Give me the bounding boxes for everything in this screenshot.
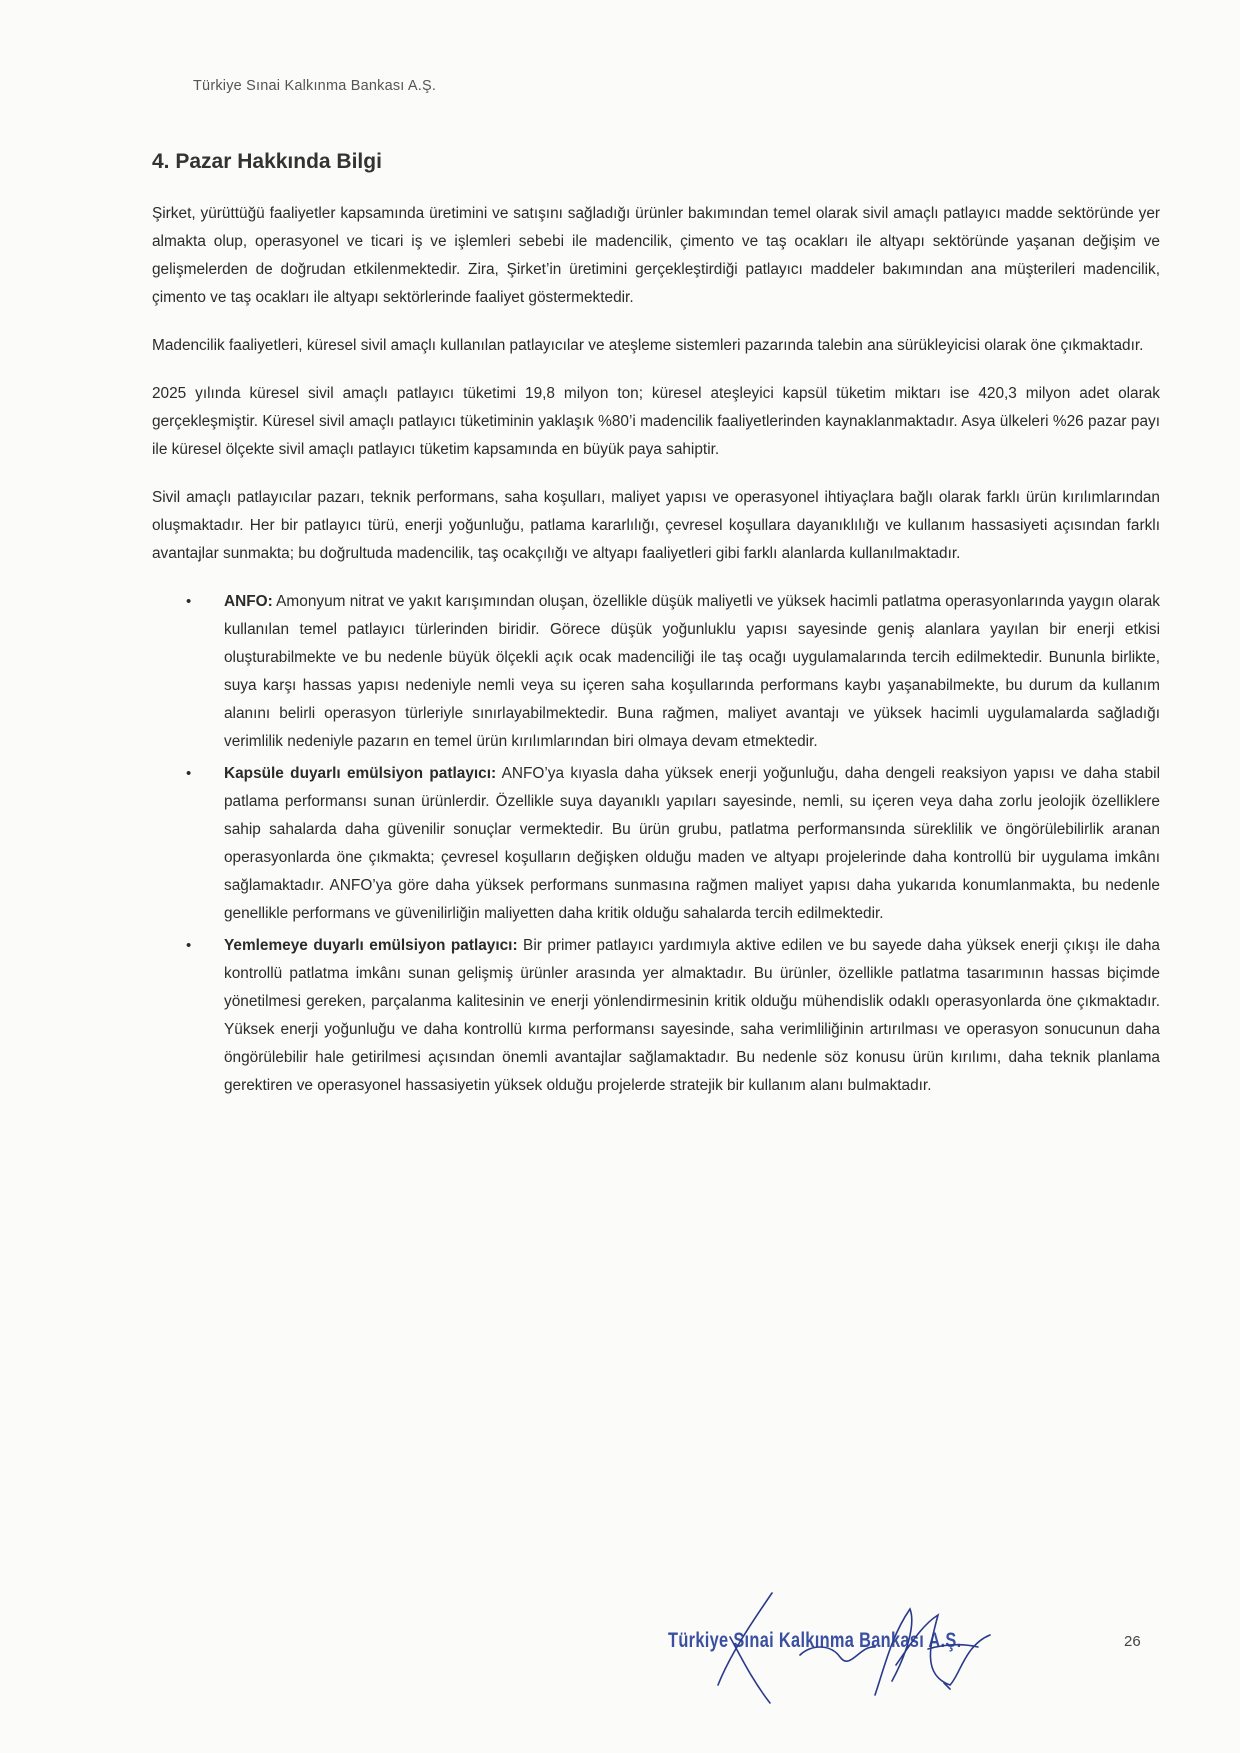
paragraph: 2025 yılında küresel sivil amaçlı patlayıcı tüketimi 19,8 milyon ton; küresel ateşleyici kapsül tüketim miktarı ise 420,3 milyon adet olarak gerçekleşmiştir. Küresel sivil amaçlı patlayıcı tüketiminin yaklaşık %80’i madencilik faaliyetlerinden kaynaklanmaktadır. Asya ülkeleri %26 pazar payı ile küresel ölçekte sivil amaçlı patlayıcı tüketim kapsamında en büyük paya sahiptir. [152,385,1160,458]
product-list [152,588,1160,1100]
list-item [152,932,1160,1100]
paragraph: Şirket, yürüttüğü faaliyetler kapsamında üretimini ve satışını sağladığı ürünler bakımından temel olarak sivil amaçlı patlayıcı madde sektöründe yer almakta olup, operasyonel ve ticari iş ve işlemleri sebebi ile madencilik, çimento ve taş ocakları ile altyapı sektöründe yaşanan değişim ve gelişmelerden de doğrudan etkilenmektedir. Zira, Şirket’in üretimini gerçekleştirdiği patlayıcı maddeler bakımından ana müşterileri madencilik, çimento ve taş ocakları ile altyapı sektörlerinde faaliyet göstermektedir. [152,205,1160,306]
bullet-icon: • [186,937,192,954]
bullet-icon: • [186,593,192,610]
page-number: 26 [1124,1633,1141,1650]
list-item [152,760,1160,928]
company-stamp-with-signature [660,1585,1020,1705]
list-item [152,588,1160,756]
list-item-term: Yemlemeye duyarlı emülsiyon patlayıcı: [224,937,518,954]
list-item-text: Bir primer patlayıcı yardımıyla aktive edilen ve bu sayede daha yüksek enerji çıkışı ile daha kontrollü patlatma imkânı sunan gelişmiş ürünler arasında yer almaktadır. Bu ürünler, özellikle patlatma tasarımının hassas biçimde yönetilmesi gereken, parçalanma kalitesinin ve enerji yönlendirmesinin kritik olduğu mühendislik odaklı operasyonlarda öne çıkmaktadır. Yüksek enerji yoğunluğu ve daha kontrollü kırma performansı sayesinde, saha verimliliğinin artırılması ve operasyon sonucunun daha öngörülebilir hale getirilmesi açısından önemli avantajlar sağlamaktadır. Bu nedenle söz konusu ürün kırılımı, daha teknik planlama gerektiren ve operasyonel hassasiyetin yüksek olduğu projelerde stratejik bir kullanım alanı bulmaktadır. [224,937,1160,1094]
list-item-term: Kapsüle duyarlı emülsiyon patlayıcı: [224,765,497,782]
paragraph: Sivil amaçlı patlayıcılar pazarı, teknik performans, saha koşulları, maliyet yapısı ve operasyonel ihtiyaçlara bağlı olarak farklı ürün kırılımlarından oluşmaktadır. Her bir patlayıcı türü, enerji yoğunluğu, patlama kararlılığı, çevresel koşullara dayanıklılığı ve kullanım hassasiyeti açısından farklı avantajlar sunmakta; bu doğrultuda madencilik, taş ocakçılığı ve altyapı faaliyetleri gibi farklı alanlarda kullanılmaktadır. [152,489,1160,562]
list-item-text: ANFO’ya kıyasla daha yüksek enerji yoğunluğu, daha dengeli reaksiyon yapısı ve daha stabil patlama performansı sunan ürünlerdir. Özellikle suya dayanıklı yapıları sayesinde, nemli, su içeren veya daha zorlu jeolojik özelliklere sahip sahalarda daha güvenilir sonuçlar vermektedir. Bu ürün grubu, patlatma performansında süreklilik ve öngörülebilirlik aranan operasyonlarda öne çıkmakta; çevresel koşulların değişken olduğu maden ve altyapı projelerinde daha kontrollü bir uygulama imkânı sağlamaktadır. ANFO’ya göre daha yüksek performans sunmasına rağmen maliyet yapısı daha yukarıda konumlanmakta, bu nedenle genellikle performans ve güvenilirliğin maliyetten daha kritik olduğu sahalarda tercih edilmektedir. [224,765,1161,922]
body-text [152,200,1160,1104]
list-item-text: Amonyum nitrat ve yakıt karışımından oluşan, özellikle düşük maliyetli ve yüksek hacimli patlatma operasyonlarında yaygın olarak kullanılan temel patlayıcı türlerinden biridir. Görece düşük yoğunluklu yapısı sayesinde geniş alanlara yayılan bir enerji etkisi oluşturabilmekte ve bu nedenle büyük ölçekli açık ocak madenciliği ile taş ocağı uygulamalarında tercih edilmektedir. Bununla birlikte, suya karşı hassas yapısı nedeniyle nemli veya su içeren saha koşullarında performans kaybı yaşanabilmekte, bu durum da kullanım alanını belirli operasyon türleriyle sınırlayabilmektedir. Buna rağmen, maliyet avantajı ve yüksek hacimli uygulamalarda sağladığı verimlilik nedeniyle pazarın en temel ürün kırılımlarından biri olmaya devam etmektedir. [224,593,1160,750]
bullet-icon: • [186,765,192,782]
running-header: Türkiye Sınai Kalkınma Bankası A.Ş. [193,78,437,94]
stamp-text: Türkiye Sınai Kalkınma Bankası A.Ş. [668,1629,962,1652]
paragraph: Madencilik faaliyetleri, küresel sivil amaçlı kullanılan patlayıcılar ve ateşleme sistemleri pazarında talebin ana sürükleyicisi olarak öne çıkmaktadır. [152,337,1144,354]
list-item-term: ANFO: [224,593,273,610]
section-title: 4. Pazar Hakkında Bilgi [152,150,382,173]
signature-icon [660,1585,1020,1705]
